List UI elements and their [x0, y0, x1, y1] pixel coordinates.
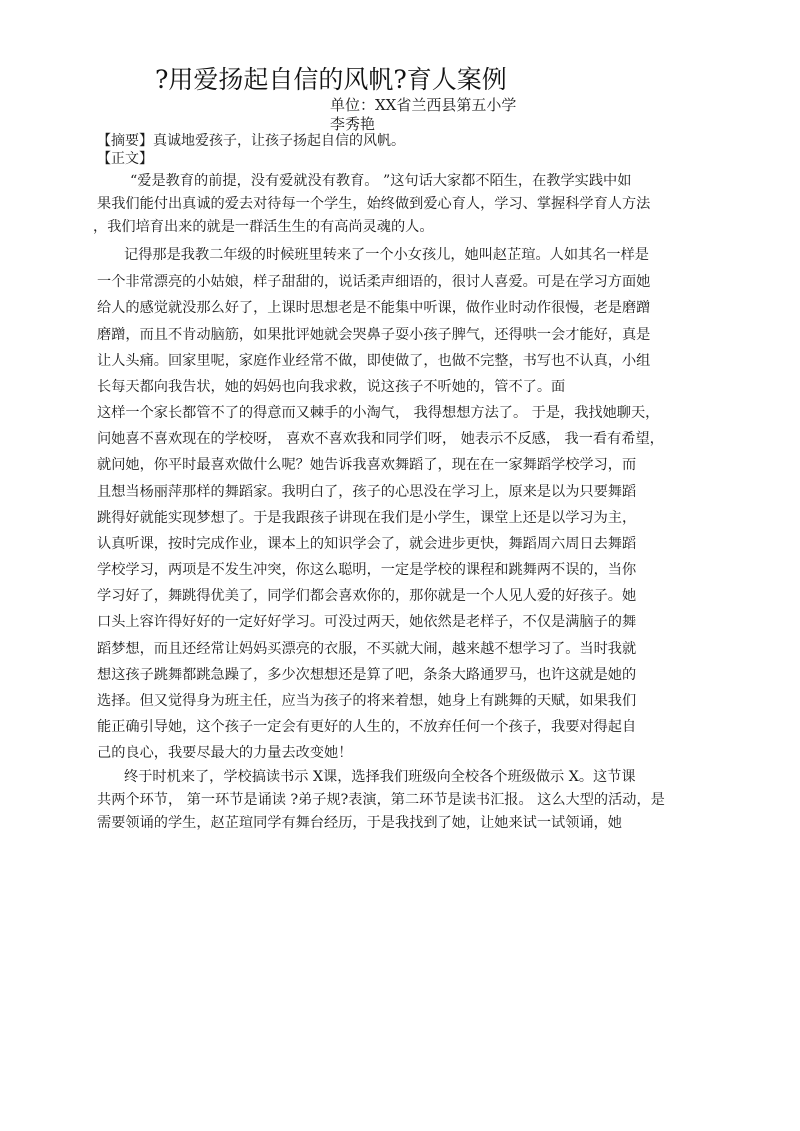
body-line: 一个非常漂亮的小姑娘，样子甜甜的，说话柔声细语的，很讨人喜爱。可是在学习方面她: [97, 274, 651, 290]
body-line: 能正确引导她，这个孩子一定会有更好的人生的，不放弃任何一个孩子，我要对得起自: [97, 719, 637, 735]
abstract-line: 【摘要】真诚地爱孩子，让孩子扬起自信的风帆。: [97, 133, 405, 149]
body-line: 磨蹭，而且不肯动脑筋，如果批评她就会哭鼻子耍小孩子脾气，还得哄一会才能好，真是: [97, 327, 651, 343]
body-line: 学习好了，舞跳得优美了，同学们都会喜欢你的，那你就是一个人见人爱的好孩子。她: [97, 588, 637, 604]
body-line: 选择。但又觉得身为班主任，应当为孩子的将来着想，她身上有跳舞的天赋，如果我们: [97, 693, 637, 709]
body-line: 给人的感觉就没那么好了，上课时思想老是不能集中听课，做作业时动作很慢，老是磨蹭: [97, 300, 651, 316]
author-name: 李秀艳: [330, 115, 376, 133]
body-line: “爱是教育的前提，没有爱就没有教育。 ”这句话大家都不陌生，在教学实践中如: [130, 173, 632, 189]
body-line: 问她喜不喜欢现在的学校呀， 喜欢不喜欢我和同学们呀， 她表示不反感， 我一看有希望，: [97, 431, 664, 447]
body-line: 就问她，你平时最喜欢做什么呢？她告诉我喜欢舞蹈了，现在在一家舞蹈学校学习，而: [97, 457, 637, 473]
body-line: 学校学习，两项是不发生冲突，你这么聪明，一定是学校的课程和跳舞两不误的，当你: [97, 562, 637, 578]
body-line: 跳得好就能实现梦想了。于是我跟孩子讲现在我们是小学生，课堂上还是以学习为主，: [97, 510, 637, 526]
body-line: 让人头痛。回家里呢，家庭作业经常不做，即使做了，也做不完整，书写也不认真，小组: [97, 353, 651, 369]
body-line: 这样一个家长都管不了的得意而又棘手的小淘气， 我得想想方法了。 于是，我找她聊天，: [97, 405, 660, 421]
body-line: 记得那是我教二年级的时候班里转来了一个小女孩儿，她叫赵芷瑄。人如其名一样是: [124, 247, 649, 263]
author-unit: 单位：XX省兰西县第五小学: [330, 96, 517, 114]
document-title: ?用爱扬起自信的风帆?育人案例: [155, 65, 507, 94]
body-line: 且想当杨丽萍那样的舞蹈家。我明白了，孩子的心思没在学习上，原来是以为只要舞蹈: [97, 484, 637, 500]
body-line: 需要领诵的学生，赵芷瑄同学有舞台经历，于是我找到了她，让她来试一试领诵，她: [97, 815, 622, 831]
body-line: 果我们能付出真诚的爱去对待每一个学生，始终做到爱心育人，学习、掌握科学育人方法: [97, 196, 651, 212]
body-line: 长每天都向我告状，她的妈妈也向我求救，说这孩子不听她的，管不了。面: [97, 379, 566, 395]
body-line: 想这孩子跳舞都跳急躁了，多少次想想还是算了吧，条条大路通罗马，也许这就是她的: [97, 667, 637, 683]
body-heading: 【正文】: [97, 151, 153, 167]
body-line: 口头上容许得好好的一定好好学习。可没过两天，她依然是老样子，不仅是满脑子的舞: [97, 614, 637, 630]
body-line: ，我们培育出来的就是一群活生生的有高尚灵魂的人。: [93, 219, 434, 235]
body-line: 终于时机来了，学校搞读书示 X课，选择我们班级向全校各个班级做示 X。这节课: [124, 769, 636, 785]
body-line: 蹈梦想，而且还经常让妈妈买漂亮的衣服，不买就大闹，越来越不想学习了。当时我就: [97, 641, 637, 657]
body-line: 己的良心，我要尽最大的力量去改变她！: [97, 745, 353, 761]
body-line: 共两个环节， 第一环节是诵读 ?弟子规?表演，第二环节是读书汇报。 这么大型的活动，是: [97, 792, 665, 808]
body-line: 认真听课，按时完成作业，课本上的知识学会了，就会进步更快，舞蹈周六周日去舞蹈: [97, 536, 637, 552]
